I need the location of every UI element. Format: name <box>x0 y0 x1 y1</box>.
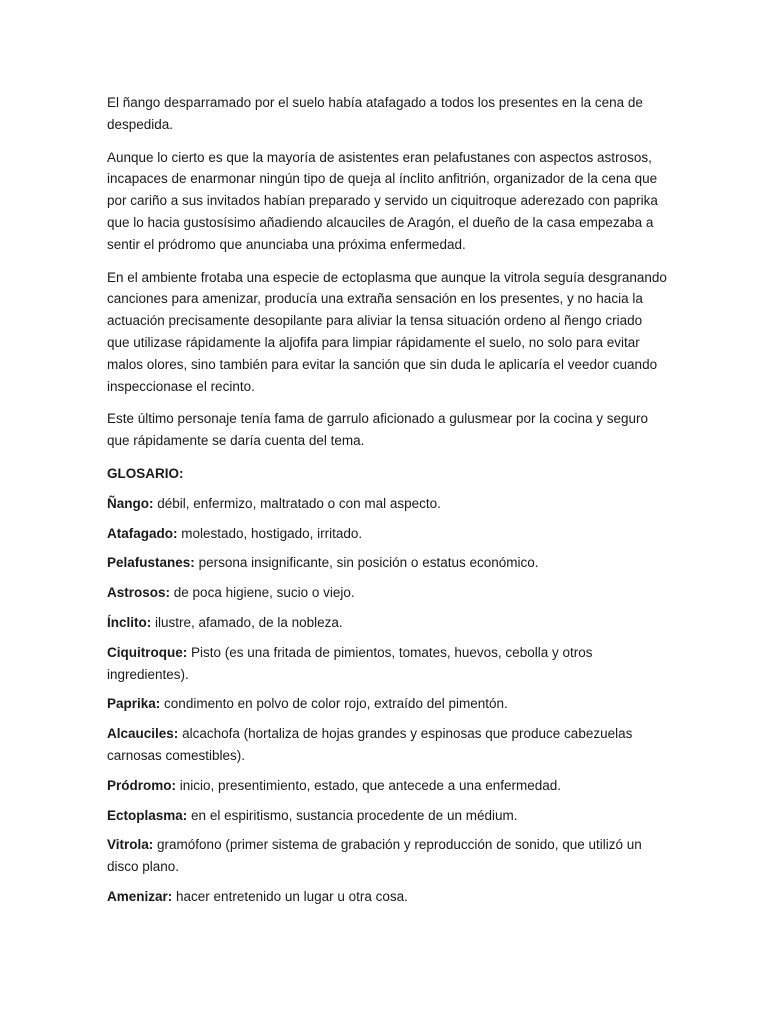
glossary-term: Astrosos: <box>107 585 171 601</box>
glossary-definition: alcachofa (hortaliza de hojas grandes y espinosas que produce cabezuelas carnosas comestibles). <box>107 726 633 763</box>
glossary-definition: en el espiritismo, sustancia procedente de un médium. <box>191 807 518 823</box>
glossary-term: Pelafustanes: <box>107 555 195 571</box>
glossary-entry <box>107 886 668 908</box>
glossary-definition: hacer entretenido un lugar u otra cosa. <box>176 888 408 904</box>
glossary-entry <box>107 775 668 797</box>
paragraph-4: Este último personaje tenía fama de garrulo aficionado a gulusmear por la cocina y seguro que rápidamente se daría cuenta del tema. <box>107 411 649 449</box>
glossary-term: Ciquitroque: <box>107 644 188 660</box>
glossary-entry <box>107 723 668 767</box>
glossary-term: Ñango: <box>107 495 154 511</box>
glossary-definition: condimento en polvo de color rojo, extraído del pimentón. <box>164 696 508 712</box>
glossary <box>107 463 668 908</box>
glossary-term: Atafagado: <box>107 525 178 541</box>
glossary-term: Alcauciles: <box>107 726 179 742</box>
glossary-entry <box>107 612 668 634</box>
glossary-definition: gramófono (primer sistema de grabación y reproducción de sonido, que utilizó un disco plano. <box>107 837 642 875</box>
glossary-definition: de poca higiene, sucio o viejo. <box>173 585 355 601</box>
glossary-definition: débil, enfermizo, maltratado o con mal aspecto. <box>157 495 441 511</box>
glossary-definition: inicio, presentimiento, estado, que antecede a una enfermedad. <box>179 777 562 793</box>
story-text <box>107 92 668 452</box>
glossary-entry <box>107 834 668 878</box>
glossary-definition: persona insignificante, sin posición o estatus económico. <box>198 555 539 571</box>
glossary-definition: molestado, hostigado, irritado. <box>181 525 363 541</box>
paragraph-3: En el ambiente frotaba una especie de ectoplasma que aunque la vitrola seguía desgranando canciones para amenizar, producía una extraña sensación en los presentes, y no hacia la actuación precisamente desopilante para aliviar la tensa situación ordeno al ñengo criado que utilizase rápidamente la aljofifa para limpiar rápidamente el suelo, no solo para evitar malos olores, sino también para evitar la sanción que sin duda le aplicaría el veedor cuando inspeccionase el recinto. <box>107 269 667 394</box>
glossary-entry <box>107 642 668 686</box>
glossary-term: Vitrola: <box>107 837 154 853</box>
glossary-term: Amenizar: <box>107 888 173 904</box>
paragraph-2: Aunque lo cierto es que la mayoría de asistentes eran pelafustanes con aspectos astrosos, incapaces de enarmonar ningún tipo de queja al ínclito anfitrión, organizador de la cena que por cariño a sus invitados habían preparado y servido un ciquitroque aderezado con paprika que lo hacia gustosísimo añadiendo alcauciles de Aragón, el dueño de la casa empezaba a sentir el pródromo que anunciaba una próxima enfermedad. <box>107 149 658 252</box>
glossary-term: Paprika: <box>107 696 161 712</box>
glossary-entry <box>107 493 668 515</box>
glossary-term: Pródromo: <box>107 777 176 793</box>
glossary-entry <box>107 523 668 545</box>
glossary-entry <box>107 552 668 574</box>
glossary-definition: ilustre, afamado, de la nobleza. <box>155 614 343 630</box>
glossary-title: GLOSARIO: <box>107 465 184 481</box>
glossary-term: Ínclito: <box>107 614 152 630</box>
glossary-entry <box>107 582 668 604</box>
paragraph-1: El ñango desparramado por el suelo había atafagado a todos los presentes en la cena de despedida. <box>107 95 643 132</box>
glossary-term: Ectoplasma: <box>107 807 188 823</box>
glossary-definition: Pisto (es una fritada de pimientos, tomates, huevos, cebolla y otros ingredientes). <box>107 644 593 682</box>
glossary-entry <box>107 805 668 827</box>
glossary-entry <box>107 693 668 715</box>
